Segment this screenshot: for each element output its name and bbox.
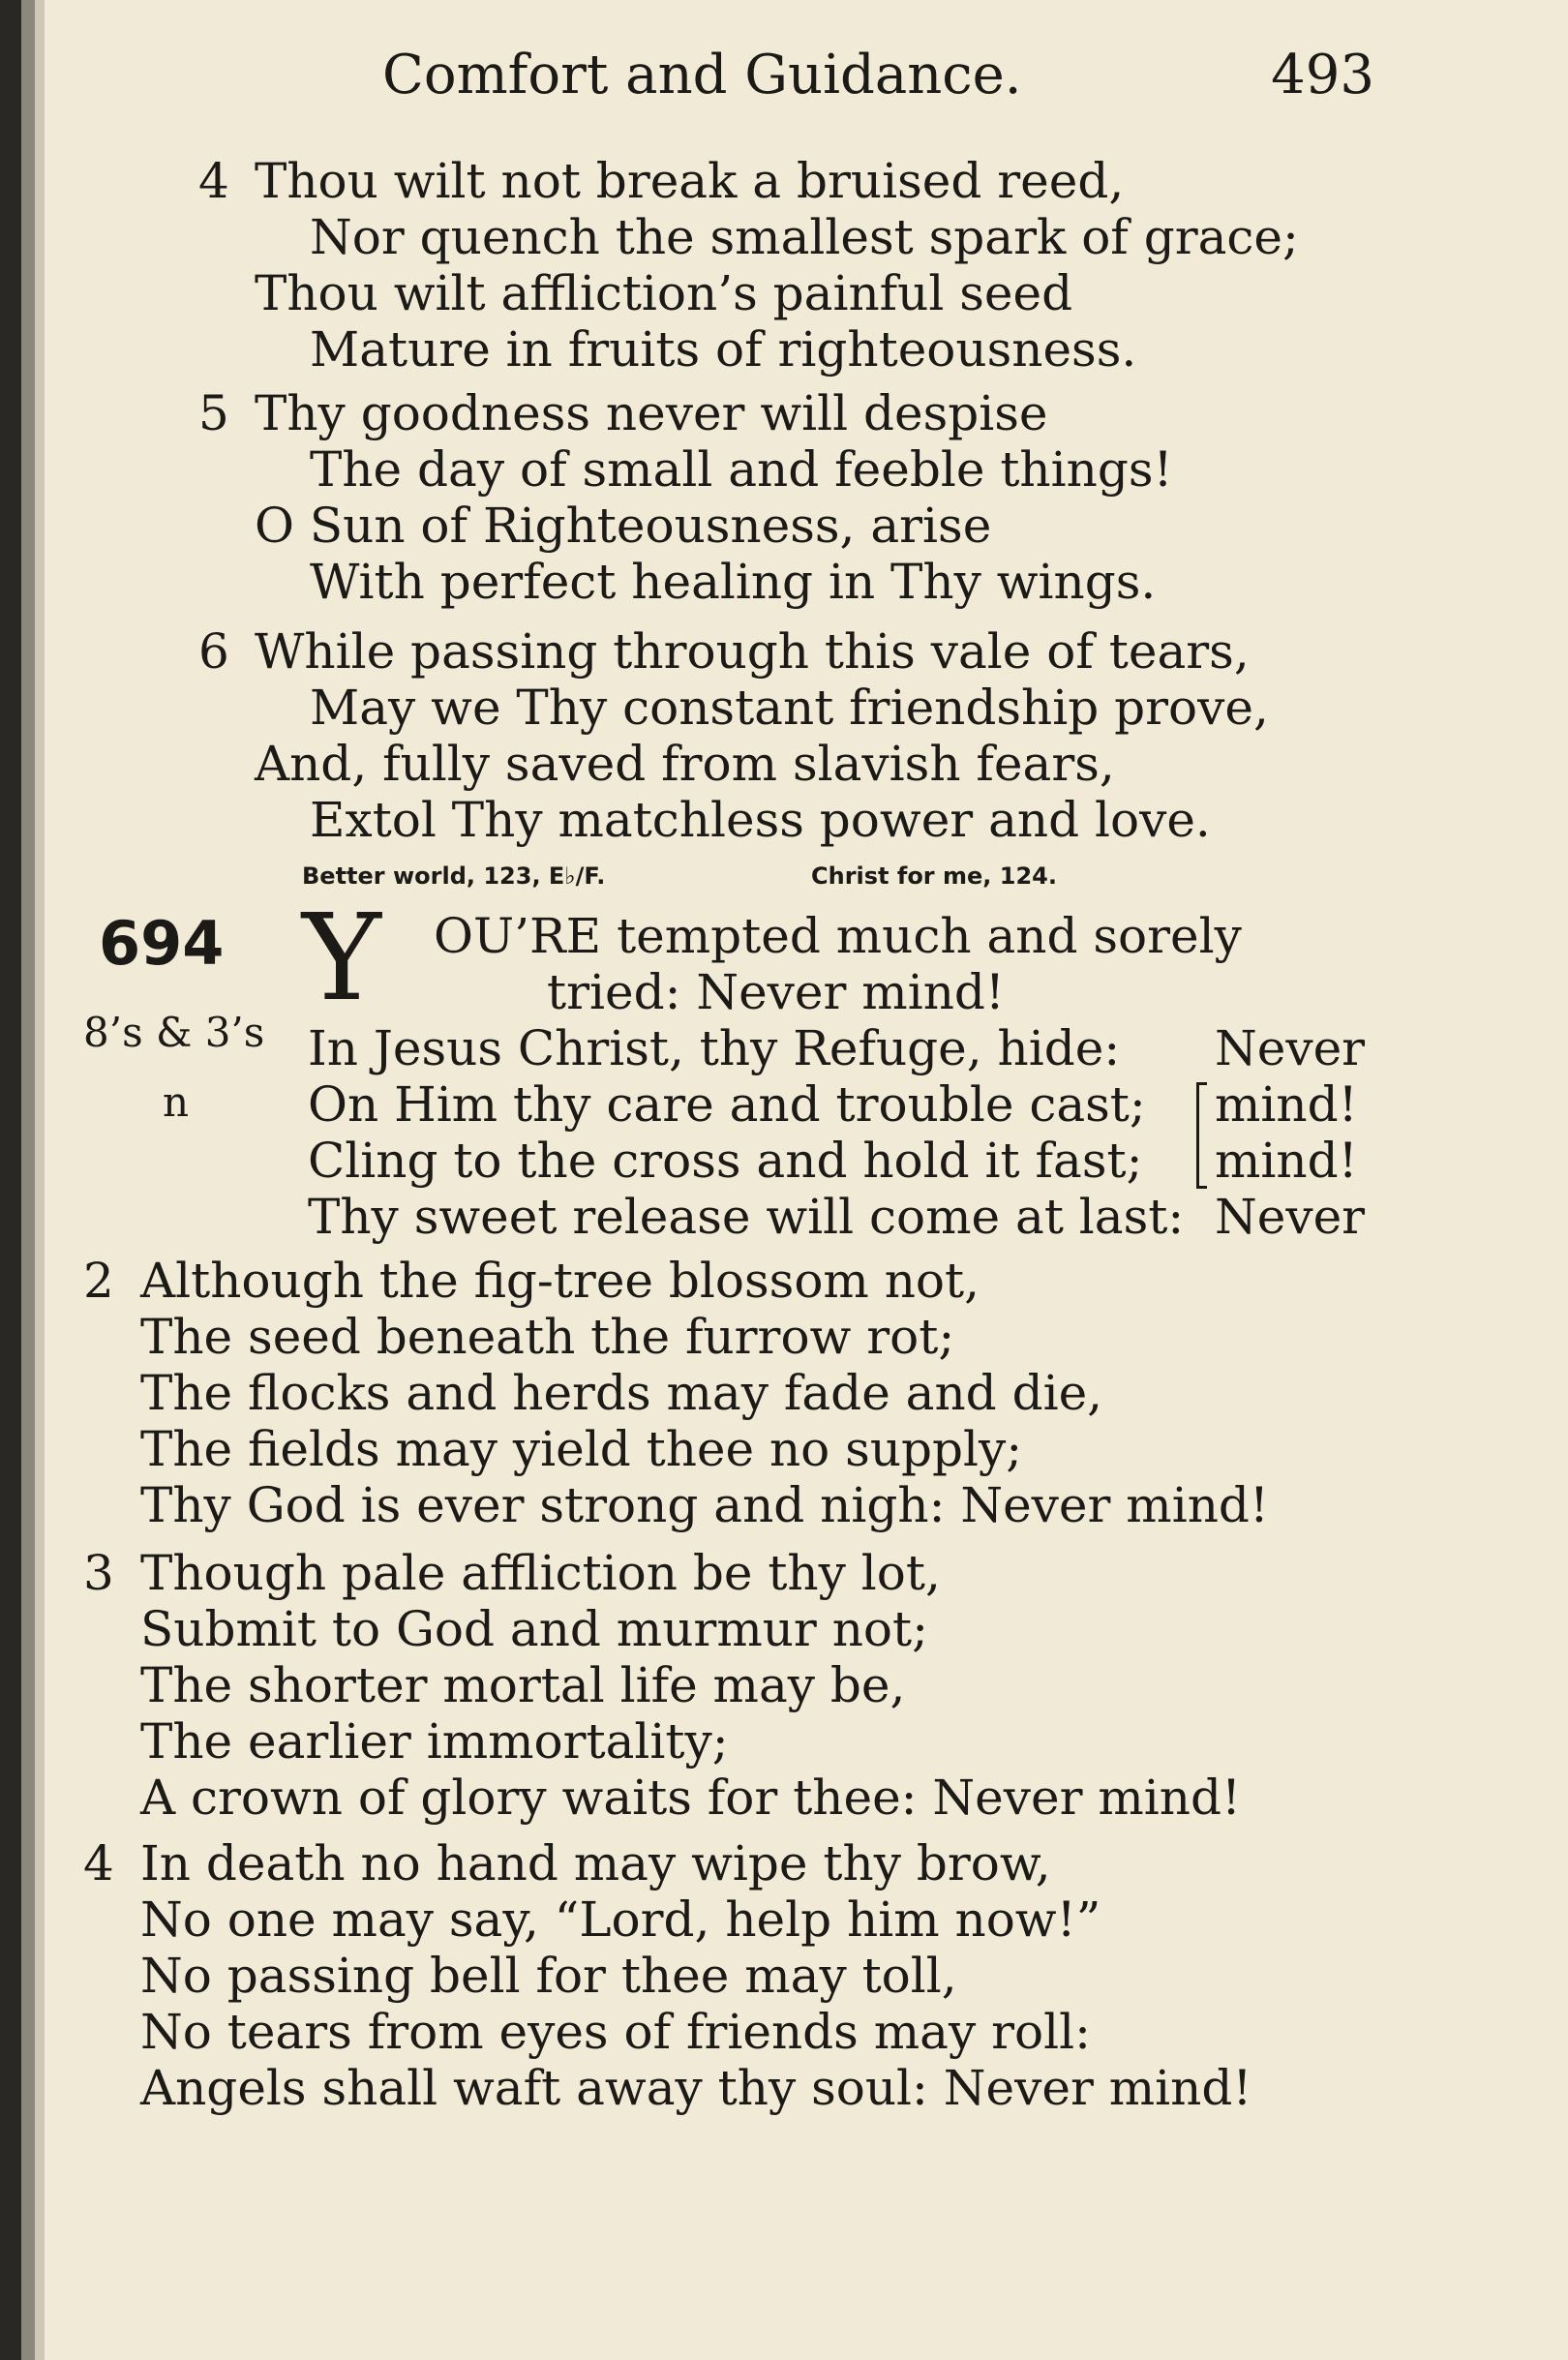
book-spine-shadow [0,0,21,2360]
verse-line: The day of small and feeble things! [310,441,1173,498]
verse-line: Angels shall waft away thy soul: Never mind! [140,2060,1252,2116]
verse-line: Although the fig-tree blossom not, [140,1253,980,1309]
refrain-word: mind! [1215,1133,1358,1189]
verse-line: While passing through this vale of tears, [255,623,1250,680]
verse-line: Thou wilt not break a bruised reed, [255,153,1125,209]
verse-line: Thy goodness never will despise [255,385,1048,441]
verse-line: And, fully saved from slavish fears, [255,736,1115,792]
verse-line: On Him thy care and trouble cast; [308,1076,1146,1133]
verse-line: The fields may yield thee no supply; [140,1421,1023,1477]
verse-line: A crown of glory waits for thee: Never mind! [140,1770,1242,1826]
verse-line: Thy sweet release will come at last: [308,1189,1185,1245]
verse-line: Submit to God and murmur not; [140,1601,928,1657]
stanza-number: 6 [198,623,229,680]
drop-cap: Y [302,889,381,1028]
verse-line: With perfect healing in Thy wings. [310,554,1157,610]
book-spine-margin [35,0,45,2360]
stanza-number: 4 [83,1835,114,1891]
verse-line: The shorter mortal life may be, [140,1657,906,1713]
stanza-number: 2 [83,1253,114,1309]
tune-reference: Better world, 123, E♭/F. [302,862,606,890]
verse-line: The flocks and herds may fade and die, [140,1365,1103,1421]
verse-line: Mature in fruits of righteousness. [310,321,1137,378]
verse-line: No tears from eyes of friends may roll: [140,2004,1091,2060]
tune-mark: n [163,1078,190,1126]
running-header: Comfort and Guidance. [382,44,1022,106]
refrain-word: Never [1215,1189,1366,1245]
book-spine-edge [21,0,35,2360]
refrain-word: Never [1215,1020,1366,1076]
verse-line: O Sun of Righteousness, arise [255,498,992,554]
stanza-number: 3 [83,1545,114,1601]
verse-line: Cling to the cross and hold it fast; [308,1133,1143,1189]
stanza-number: 4 [198,153,229,209]
verse-line: Nor quench the smallest spark of grace; [310,209,1299,265]
verse-line: No passing bell for thee may toll, [140,1948,957,2004]
verse-line: Extol Thy matchless power and love. [310,792,1211,848]
refrain-bracket [1196,1082,1207,1189]
verse-line: In Jesus Christ, thy Refuge, hide: [308,1020,1121,1076]
verse-line: The earlier immortality; [140,1713,729,1770]
verse-line: No one may say, “Lord, help him now!” [140,1891,1101,1948]
verse-line: OU’RE tempted much and sorely [434,908,1242,964]
refrain-word: mind! [1215,1076,1358,1133]
verse-line: The seed beneath the furrow rot; [140,1309,955,1365]
verse-line: Though pale affliction be thy lot, [140,1545,941,1601]
hymn-number: 694 [99,908,225,979]
verse-line: tried: Never mind! [547,964,1005,1020]
hymn-meter: 8’s & 3’s [83,1009,265,1056]
verse-line: Thou wilt affliction’s painful seed [255,265,1073,321]
verse-line: May we Thy constant friendship prove, [310,680,1269,736]
page-number: 493 [1271,44,1374,106]
verse-line: In death no hand may wipe thy brow, [140,1835,1051,1891]
verse-line: Thy God is ever strong and nigh: Never mind! [140,1477,1269,1533]
stanza-number: 5 [198,385,229,441]
tune-reference: Christ for me, 124. [811,862,1057,890]
